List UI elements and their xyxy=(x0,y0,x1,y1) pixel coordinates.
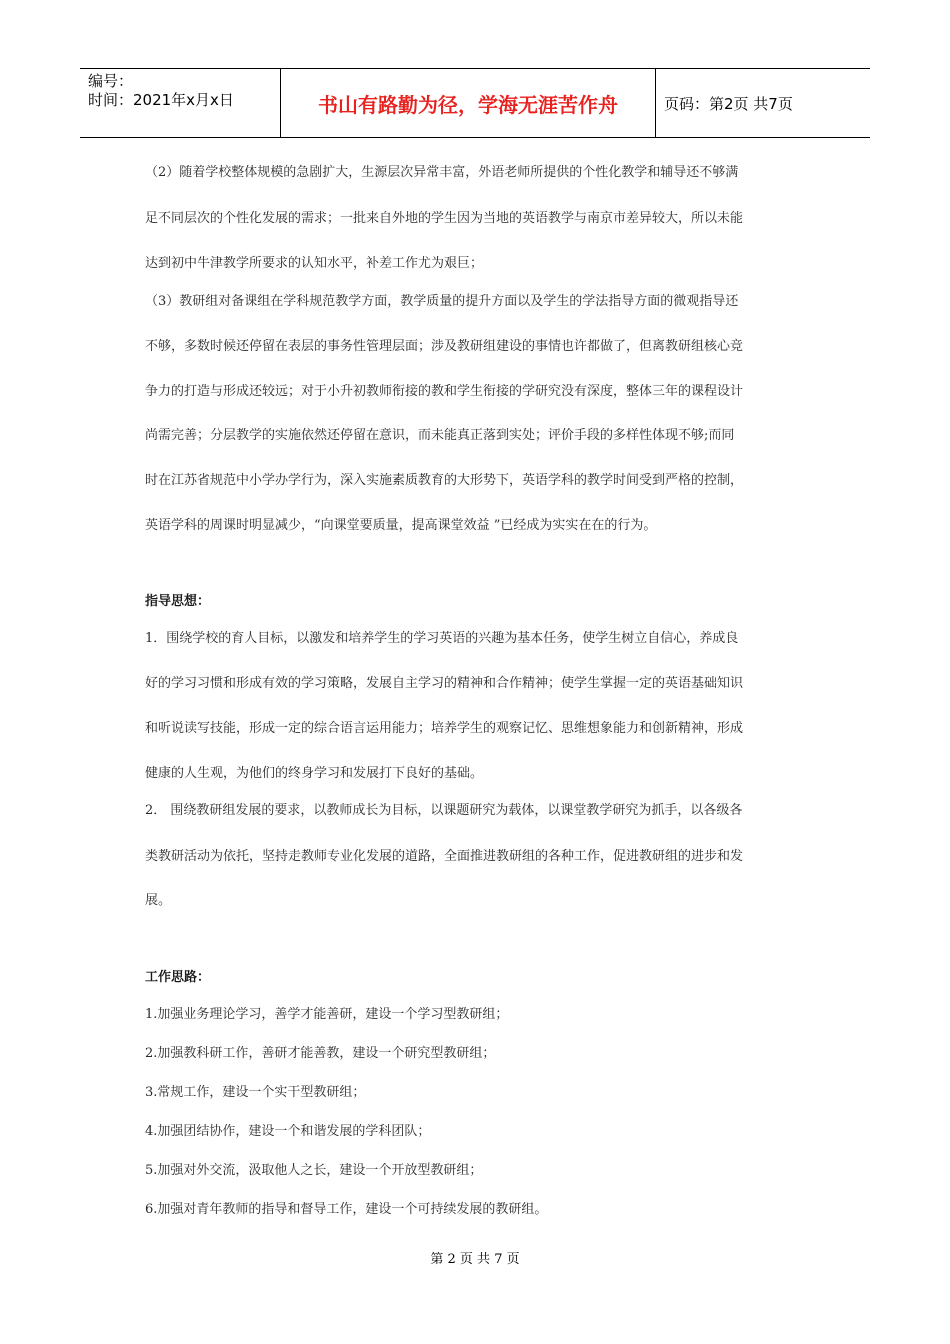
approach-item-5: 5.加强对外交流，汲取他人之长，建设一个开放型教研组； xyxy=(145,1163,483,1178)
paragraph-3-line-2: 不够，多数时候还停留在表层的事务性管理层面；涉及教研组建设的事情也许都做了，但离教研组核心竞 xyxy=(145,339,744,354)
guiding-item-2-line-1: 2． 围绕教研组发展的要求，以教师成长为目标，以课题研究为载体，以课堂教学研究为抓手，以各级各 xyxy=(145,803,743,818)
header-motto: 书山有路勤为径，学海无涯苦作舟 xyxy=(281,69,656,137)
paragraph-3-line-1: （3）教研组对备课组在学科规范教学方面，教学质量的提升方面以及学生的学法指导方面的微观指导还 xyxy=(145,294,739,309)
header-meta-cell xyxy=(80,69,281,137)
approach-item-1: 1.加强业务理论学习，善学才能善研，建设一个学习型教研组； xyxy=(145,1007,509,1022)
page-header xyxy=(80,68,870,138)
guiding-item-1-line-2: 好的学习习惯和形成有效的学习策略，发展自主学习的精神和合作精神；使学生掌握一定的英语基础知识 xyxy=(145,676,744,691)
approach-item-6: 6.加强对青年教师的指导和督导工作，建设一个可持续发展的教研组。 xyxy=(145,1202,548,1217)
approach-item-3: 3.常规工作，建设一个实干型教研组； xyxy=(145,1085,366,1100)
paragraph-3-line-3: 争力的打造与形成还较远；对于小升初教师衔接的教和学生衔接的学研究没有深度，整体三年的课程设计 xyxy=(145,384,744,399)
paragraph-3-line-4: 尚需完善；分层教学的实施依然还停留在意识，而未能真正落到实处；评价手段的多样性体现不够;而同 xyxy=(145,428,735,443)
guiding-item-2-line-3: 展。 xyxy=(145,893,172,908)
paragraph-2-line-1: （2）随着学校整体规模的急剧扩大，生源层次异常丰富，外语老师所提供的个性化教学和辅导还不够满 xyxy=(145,165,739,180)
document-time-label: 时间：2021年x月x日 xyxy=(88,91,234,109)
approach-item-4: 4.加强团结协作，建设一个和谐发展的学科团队； xyxy=(145,1124,431,1139)
approach-heading: 工作思路： xyxy=(145,970,211,985)
header-page-label: 页码：第2页 共7页 xyxy=(664,94,793,113)
guiding-heading: 指导思想： xyxy=(145,594,211,609)
paragraph-2-line-2: 足不同层次的个性化发展的需求；一批来自外地的学生因为当地的英语教学与南京市差异较大，所以未能 xyxy=(145,211,744,226)
guiding-item-1-line-4: 健康的人生观，为他们的终身学习和发展打下良好的基础。 xyxy=(145,766,484,781)
guiding-item-1-line-1: 1．围绕学校的育人目标，以激发和培养学生的学习英语的兴趣为基本任务，使学生树立自信心，养成良 xyxy=(145,631,739,646)
guiding-item-1-line-3: 和听说读写技能，形成一定的综合语言运用能力；培养学生的观察记忆、思维想象能力和创新精神，形成 xyxy=(145,721,744,736)
document-number-label: 编号： xyxy=(88,72,134,90)
paragraph-3-line-5: 时在江苏省规范中小学办学行为，深入实施素质教育的大形势下，英语学科的教学时间受到严格的控制， xyxy=(145,473,744,488)
paragraph-2-line-3: 达到初中牛津教学所要求的认知水平，补差工作尤为艰巨； xyxy=(145,256,484,271)
paragraph-3-line-6: 英语学科的周课时明显减少，“向课堂要质量，提高课堂效益 ”已经成为实实在在的行为。 xyxy=(145,518,657,533)
approach-item-2: 2.加强教科研工作，善研才能善教，建设一个研究型教研组； xyxy=(145,1046,496,1061)
guiding-item-2-line-2: 类教研活动为依托，坚持走教师专业化发展的道路，全面推进教研组的各种工作，促进教研组的进步和发 xyxy=(145,849,744,864)
page-footer: 第 2 页 共 7 页 xyxy=(430,1252,520,1267)
